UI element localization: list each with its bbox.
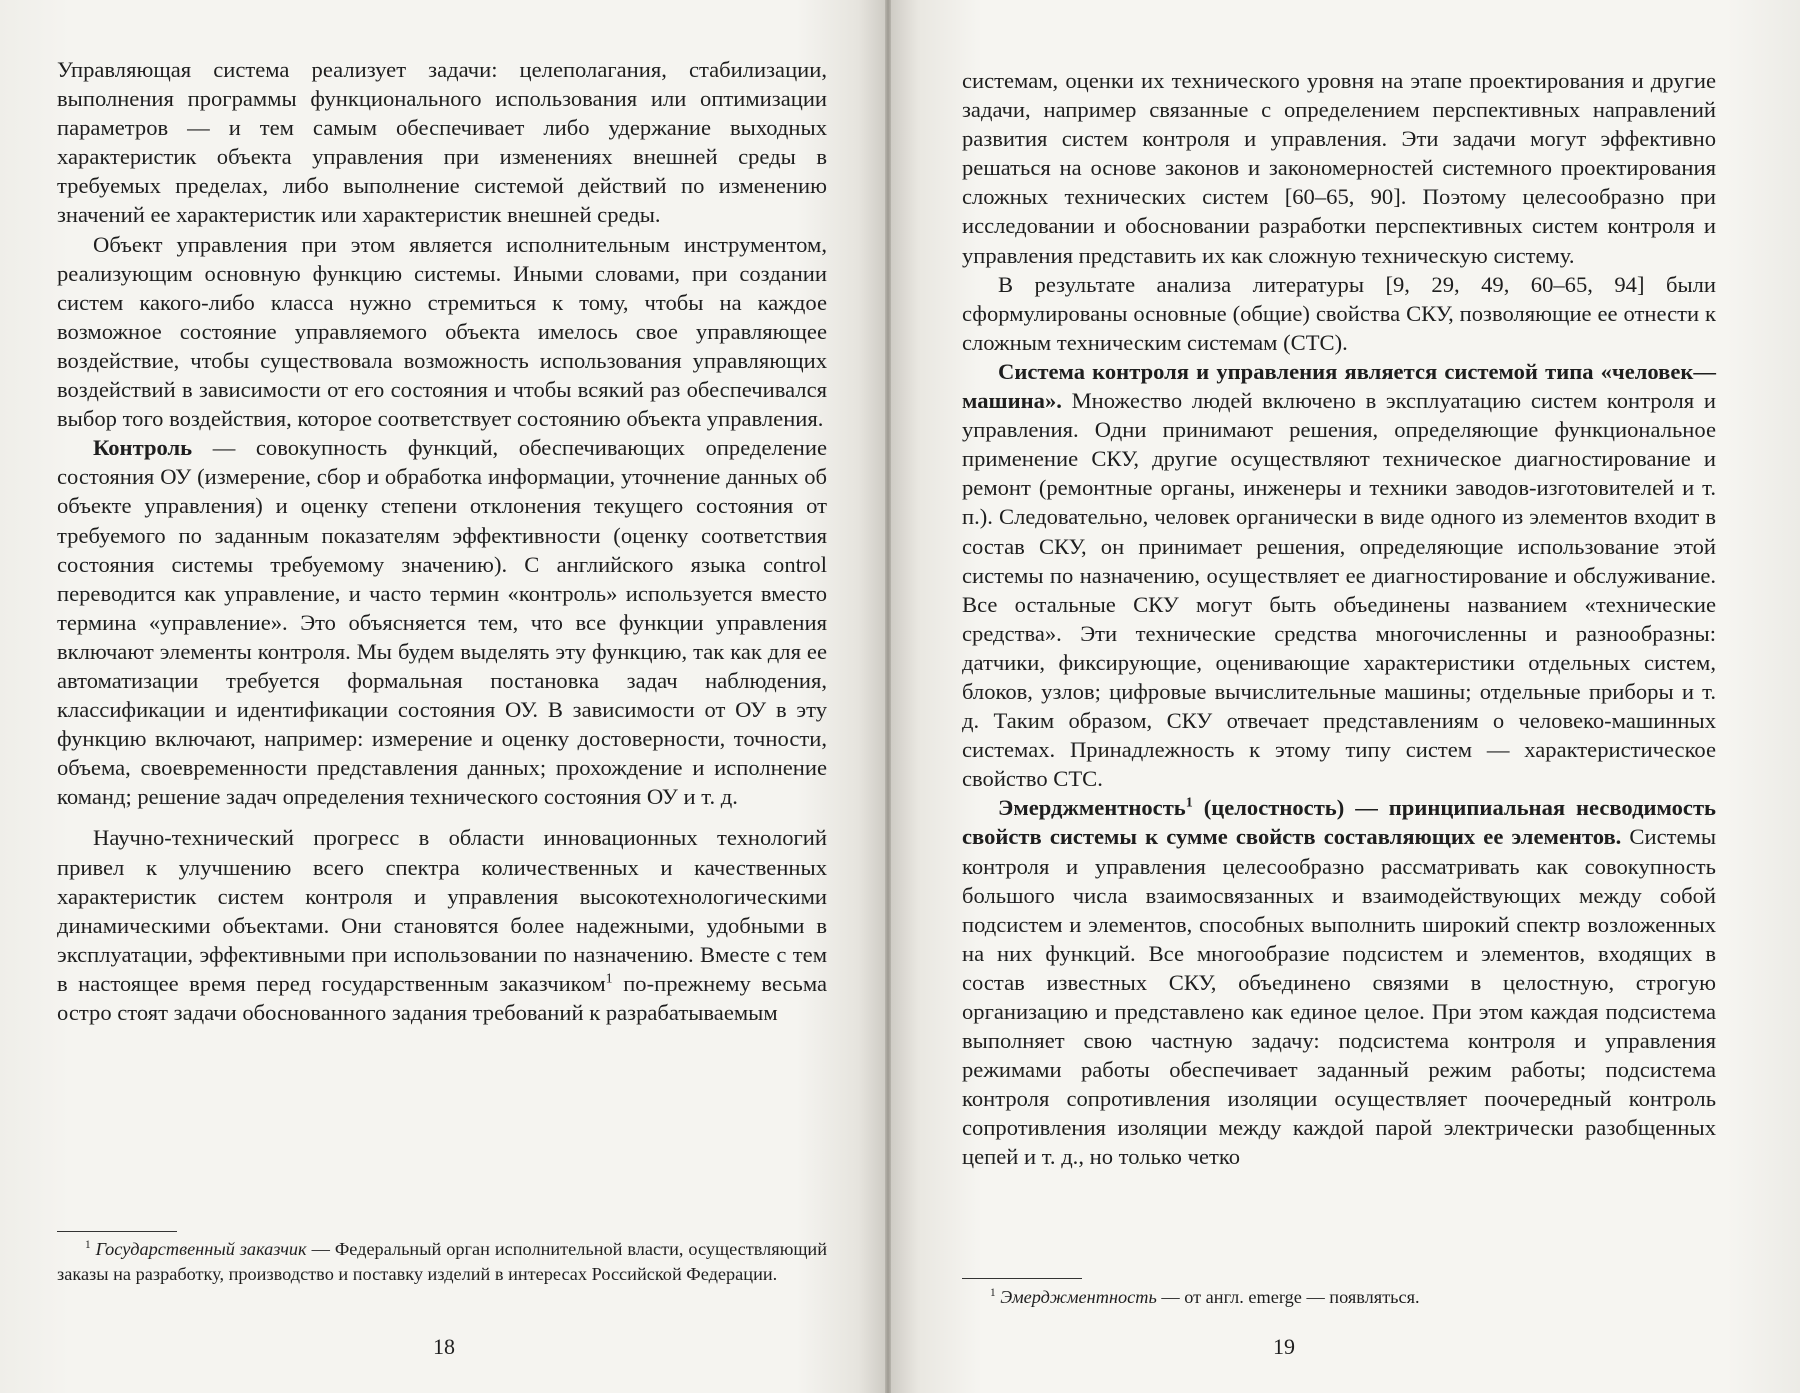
- right-paragraph-1-text: системам, оценки их технического уровня на этапе проектирования и другие задачи, например связанные с определением перспективных направлений развития систем контроля и управления. Эти задачи могут эффективно решаться на основе законов и закономерностей системного проектирования сложных технических систем [60–65, 90]. Поэтому целесообразно при исследовании и обосновании разработки перспективных систем контроля и управления представить их как сложную техническую систему.: [962, 68, 1716, 268]
- left-paragraph-2: [57, 230, 827, 434]
- left-paragraph-4-text-a: Научно-технический прогресс в области инновационных технологий привел к улучшению всего спектра количественных и качественных характеристик систем контроля и управления высокотехнологическими динамическими объектами. Они становятся более надежными, удобными в эксплуатации, эффективными при использовании по назначению. Вместе с тем в настоящее время перед государственным заказчиком: [57, 825, 827, 996]
- right-paragraph-4: [962, 793, 1716, 1171]
- right-page-body: [962, 66, 1716, 1172]
- left-paragraph-3: [57, 433, 827, 811]
- right-paragraph-3: [962, 357, 1716, 793]
- right-footnote-marker: 1: [990, 1286, 996, 1299]
- footnote-ref-1-right: 1: [1185, 795, 1193, 811]
- right-paragraph-4-text: Системы контроля и управления целесообразно рассматривать как совокупность большого числа взаимосвязанных и взаимодействующих между собой подсистем и элементов, способных выполнить широкий спектр возложенных на них функций. Все многообразие подсистем и элементов, входящих в состав известных СКУ, объединено связями в целостную, строгую организацию и представлено как единое целое. При этом каждая подсистема выполняет свою частную задачу: подсистема контроля и управления режимами работы обеспечивает заданный режим работы; подсистема контроля сопротивления изоляции осуществляет поочередный контроль сопротивления изоляции между каждой парой электрически разобщенных цепей и т. д., но только четко: [962, 824, 1716, 1170]
- left-footnote-term: Государственный заказчик: [95, 1239, 307, 1259]
- left-page-body: [57, 55, 827, 1027]
- left-page: [0, 0, 885, 1393]
- term-control: Контроль: [93, 435, 193, 461]
- left-footnote-rule: [57, 1231, 177, 1232]
- right-paragraph-1: [962, 66, 1716, 270]
- right-page-number: 19: [1273, 1334, 1295, 1359]
- left-paragraph-4: [57, 823, 827, 1027]
- left-paragraph-2-text: Объект управления при этом является исполнительным инструментом, реализующим основную функцию системы. Иными словами, при создании систем какого-либо класса нужно стремиться к тому, чтобы на каждое возможное состояние управляемого объекта имелось свое управляющее воздействие, чтобы существовала возможность использования управляющих воздействий в зависимости от его состояния и чтобы всякий раз обеспечивался выбор того воздействия, которое соответствует состоянию объекта управления.: [57, 231, 827, 432]
- right-footnote-term: Эмерджментность: [1000, 1287, 1157, 1307]
- left-page-number: 18: [433, 1334, 455, 1359]
- left-footnote-text: — Федеральный орган исполнительной власти, осуществляющий заказы на разработку, производство и поставку изделий в интересах Российской Федерации.: [57, 1239, 828, 1284]
- right-footnote-text: — от англ. emerge — появляться.: [1156, 1287, 1420, 1307]
- right-footnote: [962, 1285, 1716, 1310]
- left-footnote: [57, 1237, 827, 1286]
- term-emergence-definition: (целостность) — принципиальная несводимость свойств системы к сумме свойств составляющих ее элементов.: [962, 795, 1716, 850]
- term-human-machine: Система контроля и управления является системой типа «человек—машина».: [962, 358, 1716, 414]
- left-paragraph-1: [57, 55, 827, 230]
- term-emergence: [962, 795, 1716, 849]
- right-page: [891, 0, 1800, 1393]
- left-paragraph-3-text: — совокупность функций, обеспечивающих определение состояния ОУ (измерение, сбор и обработка информации, уточнение данных об объекте управления) и оценку степени отклонения текущего состояния от требуемого по заданным показателям эффективности (оценку соответствия состояния системы требуемому значению). С английского языка control переводится как управление, и часто термин «контроль» используется вместо термина «управление». Это объясняется тем, что все функции управления включают элементы контроля. Мы будем выделять эту функцию, так как для ее автоматизации требуется формальная постановка задач наблюдения, классификации и идентификации состояния ОУ. В зависимости от ОУ в эту функцию включают, например: измерение и оценку достоверности, точности, объема, своевременности представления данных; прохождение и исполнение команд; решение задач определения технического состояния ОУ и т. д.: [57, 435, 827, 810]
- right-paragraph-3-text: Множество людей включено в эксплуатацию систем контроля и управления. Одни принимают решения, определяющие функциональное применение СКУ, другие осуществляют техническое диагностирование и ремонт (ремонтные органы, инженеры и техники заводов-изготовителей и т. п.). Следовательно, человек органически в виде одного из элементов входит в состав СКУ, он принимает решения, определяющие использование этой системы по назначению, осуществляет ее диагностирование и обслуживание. Все остальные СКУ могут быть объединены названием «технические средства». Эти технические средства многочисленны и разнообразны: датчики, фиксирующие, оценивающие характеристики отдельных систем, блоков, узлов; цифровые вычислительные машины; отдельные приборы и т. д. Таким образом, СКУ отвечает представлениям о человеко-машинных системах. Принадлежность к этому типу систем — характеристическое свойство СТС.: [962, 388, 1716, 792]
- left-paragraph-4-text-b: по-прежнему весьма остро стоят задачи обоснованного задания требований к разрабатываемым: [57, 970, 827, 1025]
- right-footnote-rule: [962, 1278, 1082, 1279]
- left-footnote-marker: 1: [85, 1238, 91, 1251]
- footnote-ref-1-left: 1: [605, 971, 613, 987]
- right-paragraph-2-text: В результате анализа литературы [9, 29, 49, 60–65, 94] были сформулированы основные (общие) свойства СКУ, позволяющие ее отнести к сложным техническим системам (СТС).: [962, 271, 1716, 355]
- right-paragraph-2: [962, 270, 1716, 357]
- left-paragraph-1-text: Управляющая система реализует задачи: целеполагания, стабилизации, выполнения программы функционального использования или оптимизации параметров — и тем самым обеспечивает либо удержание выходных характеристик объекта управления при изменениях внешней среды в требуемых пределах, либо выполнение системой действий по изменению значений ее характеристик или характеристик внешней среды.: [57, 57, 827, 228]
- term-emergence-word: Эмерджментность: [998, 795, 1186, 821]
